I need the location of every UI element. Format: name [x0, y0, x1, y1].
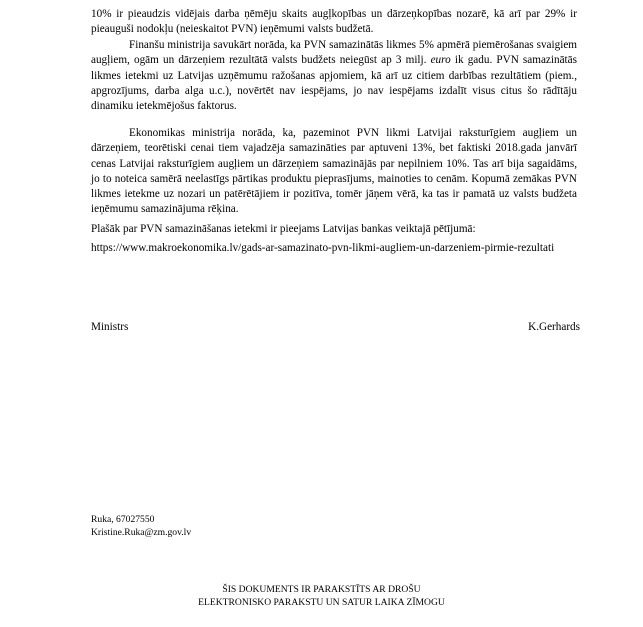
research-link[interactable]: https://www.makroekonomika.lv/gads-ar-samazinato-pvn-likmi-augliem-un-darzeniem-pirmie-rezultati: [91, 242, 555, 254]
signature-name: K.Gerhards: [528, 321, 580, 333]
paragraph-finance-ministry: Finanšu ministrija savukārt norāda, ka PVN samazinātās likmes 5% apmērā piemērošanas svaigiem augļiem, ogām un dārzeņiem rezultātā valsts budžets neiegūst ap 3 milj. euro ik gadu. PVN samazinātās likmes ietekmi uz Latvijas uzņēmumu ražošanas apjomiem, kā arī uz citiem darbības rezultātiem (piem., apgrozījums, darba alga u.c.), novērtēt nav iespējams, jo nav iespējams izdalīt visus citus šo rādītāju dinamiku ietekmējošus faktorus.: [91, 39, 577, 113]
contact-phone: Ruka, 67027550: [91, 514, 155, 525]
paragraph-more-info: Plašāk par PVN samazināšanas ietekmi ir pieejams Latvijas bankas veiktajā pētījumā:: [91, 223, 476, 235]
paragraph-employment: 10% ir pieaudzis vidējais darba ņēmēju skaits augļkopības un dārzeņkopības nozarē, kā arī par 29% ir pieauguši nodokļu (neieskaitot PVN) ieņēmumi valsts budžetā.: [91, 8, 577, 36]
e-signature-notice: [0, 584, 643, 609]
euro-emphasis: euro: [430, 54, 451, 67]
paragraph-economy-ministry: Ekonomikas ministrija norāda, ka, pazeminot PVN likmi Latvijai raksturīgiem augļiem un dārzeņiem, teorētiski cenai tiem vajadzēja samazināties par aptuveni 13%, bet faktiski 2018.gada janvārī cenas Latvijai raksturīgiem augļiem un dārzeņiem samazinājās par nepilniem 10%. Tas arī bija sagaidāms, jo to noteica samērā neelastīgs pārtikas produktu pieprasījums, mainoties to cenām. Kopumā zemākas PVN likmes ietekme uz nozari un patērētājiem ir pozitīva, tomēr jāņem vērā, ka tas ir pamatā uz valsts budžeta ieņēmumu samazinājuma rēķina.: [91, 127, 577, 216]
contact-email[interactable]: Kristine.Ruka@zm.gov.lv: [91, 527, 192, 538]
footer-line-2: ELEKTRONISKO PARAKSTU UN SATUR LAIKA ZĪMOGU: [198, 596, 445, 608]
signature-title: Ministrs: [91, 321, 129, 333]
footer-line-1: ŠIS DOKUMENTS IR PARAKSTĪTS AR DROŠU: [222, 584, 421, 595]
